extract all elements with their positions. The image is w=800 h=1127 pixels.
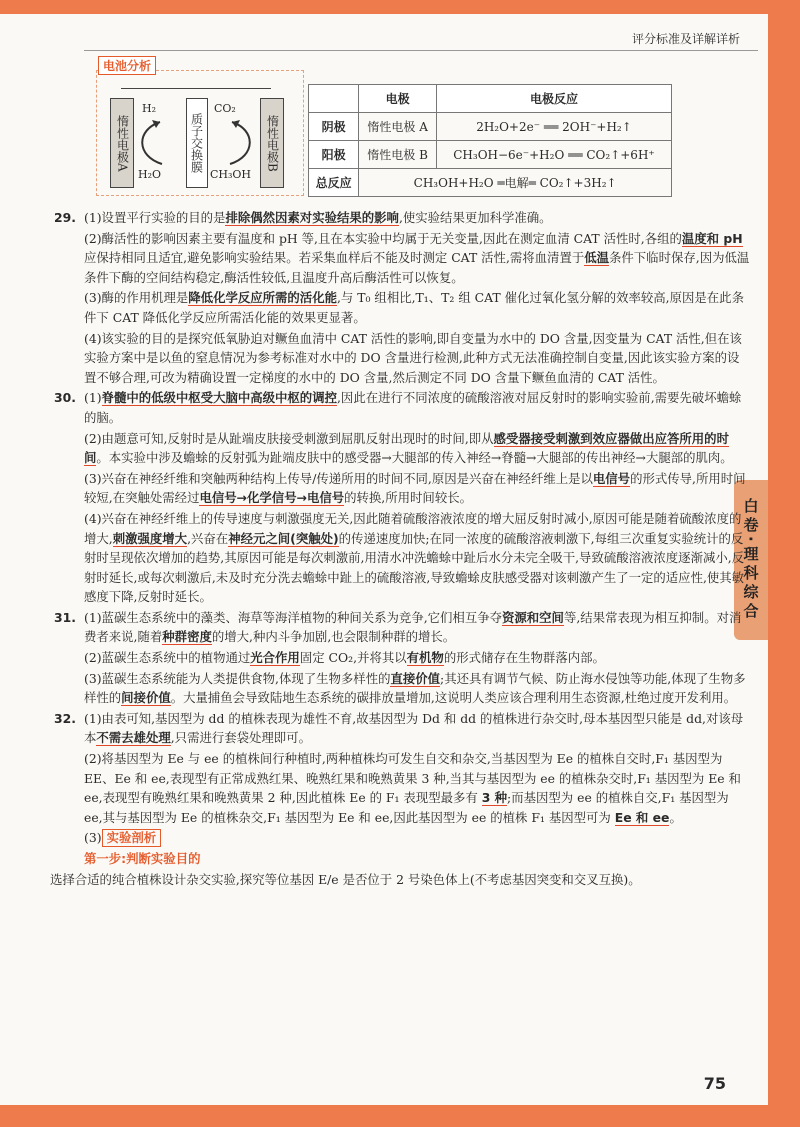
header-divider (84, 50, 758, 51)
table-header: 电极 (359, 85, 437, 113)
question-32 (54, 709, 750, 869)
step-title: 第一步:判断实验目的 (84, 851, 201, 866)
question-31 (54, 608, 750, 708)
ch3oh-label: CH₃OH (210, 168, 252, 181)
row-label: 阳极 (309, 141, 359, 169)
paragraph: (1)脊髓中的低级中枢受大脑中高级中枢的调控,因此在进行不同浓度的硫酸溶液对屈反射时的影响实验前,需要先破坏蟾蜍的脑。 (84, 390, 742, 425)
paragraph: (4)兴奋在神经纤维上的传导速度与刺激强度无关,因此随着硫酸溶液浓度的增大屈反射时减小,原因可能是随着硫酸浓度的增大,刺激强度增大,兴奋在神经元之间(突触处)的传递速度加快;在同一浓度的硫酸溶液刺激下,每组三次重复实验统计的反射时呈现依次增加的趋势,其原因可能是每次刺激前,用清水冲洗蟾蜍中趾后水分未完全吸干,导致硫酸溶液浓度逐渐减小,反射时延长,或每次刺激后,未及时充分洗去蟾蜍中趾上的硫酸溶液,导致蟾蜍皮肤感受器对该刺激产生了一定的适应性,使其敏感度下降,反射时延长。 (84, 510, 745, 605)
question-30 (54, 388, 750, 607)
paragraph: (2)蓝碳生态系统中的植物通过光合作用固定 CO₂,并将其以有机物的形式储存在生物群落内部。 (84, 650, 605, 666)
bottom-color-band (0, 1105, 800, 1127)
paragraph: (3)酶的作用机理是降低化学反应所需的活化能,与 T₀ 组相比,T₁、T₂ 组 CAT 催化过氧化氢分解的效率较高,原因是在此条件下 CAT 降低化学反应所需活化能的效果更显著。 (84, 290, 744, 325)
paragraph: (1)蓝碳生态系统中的藻类、海草等海洋植物的种间关系为竞争,它们相互争夺资源和空间等,结果常表现为相互抑制。对消费者来说,随着种群密度的增大,种内斗争加剧,也会限制种群的增长。 (84, 609, 742, 645)
answer-content (50, 208, 750, 890)
page-header-title: 评分标准及详解详析 (631, 32, 740, 46)
row-electrode: 惰性电极 B (359, 141, 437, 169)
row-reaction: CH₃OH−6e⁻+H₂O ══ CO₂↑+6H⁺ (436, 141, 671, 169)
key-point: 有机物 (406, 650, 444, 666)
key-point: Ee 和 ee (614, 809, 670, 825)
key-point: 排除偶然因素对实验结果的影响 (225, 210, 399, 225)
row-reaction: 2H₂O+2e⁻ ══ 2OH⁻+H₂↑ (436, 113, 671, 141)
question-number: 31. (54, 609, 76, 625)
side-color-stripe (768, 0, 800, 1127)
key-point: 脊髓中的低级中枢受大脑中高级中枢的调控 (101, 390, 337, 406)
page-number: 75 (703, 1074, 726, 1093)
question-number: 29. (54, 210, 76, 225)
electrode-a: 惰性电极A (110, 98, 134, 188)
table-row (309, 169, 672, 197)
electrode-reaction-table (308, 84, 672, 197)
row-label: 总反应 (309, 169, 359, 197)
right-arrow-icon (206, 116, 260, 168)
key-point: 种群密度 (162, 629, 212, 645)
key-point: 不需去雄处理 (96, 730, 171, 746)
key-point: 直接价值 (390, 670, 441, 686)
table-header (309, 85, 359, 113)
key-point: 间接价值 (121, 690, 171, 706)
h2o-label: H₂O (138, 168, 162, 181)
row-reaction: CH₃OH+H₂O ═电解═ CO₂↑+3H₂↑ (359, 169, 672, 197)
paragraph: (1)设置平行实验的目的是排除偶然因素对实验结果的影响,使实验结果更加科学准确。 (84, 210, 552, 225)
left-arrow-icon (132, 116, 186, 168)
co2-label: CO₂ (214, 102, 236, 115)
question-number: 30. (54, 390, 76, 406)
battery-analysis-title: 电池分析 (98, 56, 156, 75)
table-row (309, 113, 672, 141)
key-point: 3 种 (481, 790, 508, 806)
paragraph: (2)将基因型为 Ee 与 ee 的植株间行种植时,两种植株均可发生自交和杂交,当基因型为 Ee 的植株自交时,F₁ 基因型为 EE、Ee 和 ee,表现型有正常成熟红果、晚熟红果和晚熟黄果 3 种,当其与基因型为 ee 的植株杂交时,F₁ 基因型为 Ee 和 ee,表现型有晚熟红果和晚熟黄果 2 种,因此植株 Ee 的 F₁ 表现型最多有 3 种;而基因型为 ee 的植株自交,F₁ 基因型为 ee,其与基因型为 Ee 的植株杂交,F₁ 基因型为 Ee 和 ee,因此基因型为 ee 的植株 F₁ 基因型可为 Ee 和 ee。 (84, 751, 741, 825)
experiment-analysis-tag: 实验剖析 (102, 829, 162, 847)
paragraph: (4)该实验的目的是探究低氧胁迫对鳜鱼血清中 CAT 活性的影响,即自变量为水中的 DO 含量,因变量为 CAT 活性,但在该实验方案中是以鱼的窒息情况为参考标准对水中的 DO 含量进行检测,此种方式无法准确控制自变量,因此该实验方案的设置不够合理,可改为精确设置一定梯度的水中的 DO 含量,然后测定不同 DO 含量下鳜鱼血清的 CAT 活性。 (84, 330, 742, 385)
row-label: 阴极 (309, 113, 359, 141)
table-row (309, 141, 672, 169)
key-point: 刺激强度增大 (112, 530, 188, 546)
key-point: 感受器接受刺激到效应器做出应答所用的时间 (84, 430, 729, 466)
paragraph: (1)由表可知,基因型为 dd 的植株表现为雄性不育,故基因型为 Dd 和 dd 的植株进行杂交时,母本基因型只能是 dd,对该母本不需去雄处理,只需进行套袋处理即可。 (84, 710, 744, 746)
paragraph: 选择合适的纯合植株设计杂交实验,探究等位基因 E/e 是否位于 2 号染色体上(不考虑基因突变和交叉互换)。 (50, 871, 641, 887)
paragraph: (2)酶活性的影响因素主要有温度和 pH 等,且在本实验中均属于无关变量,因此在测定血清 CAT 活性时,各组的温度和 pH 应保持相同且适宜,避免影响实验结果。若采集血样后不能及时测定 CAT 活性,需将血清置于低温条件下临时保存,因为低温条件下酶的空间结构稳定,酶活性较低,且温度升高后酶活性可以恢复。 (84, 230, 750, 285)
electrode-b: 惰性电极B (260, 98, 284, 188)
key-point: 电信号 (592, 470, 631, 486)
paragraph: (3)蓝碳生态系统能为人类提供食物,体现了生物多样性的直接价值;其还具有调节气候、防止海水侵蚀等功能,体现了生物多样性的间接价值。大量捕鱼会导致陆地生态系统的碳排放量增加,这说明人类应该合理利用生态资源,杜绝过度开发利用。 (84, 670, 746, 706)
circuit-wire (121, 88, 271, 89)
row-electrode: 惰性电极 A (359, 113, 437, 141)
h2-label: H₂ (142, 102, 157, 115)
question-29 (54, 208, 750, 387)
key-point: 光合作用 (250, 650, 300, 666)
key-point: 电信号→化学信号→电信号 (199, 490, 345, 506)
side-section-tab: 白卷·理科综合 (734, 480, 768, 640)
key-point: 降低化学反应所需的活化能 (188, 290, 337, 306)
key-point: 资源和空间 (502, 609, 564, 625)
question-number: 32. (54, 710, 76, 726)
paragraph: (3) 实验剖析 (84, 828, 750, 848)
battery-diagram (110, 98, 282, 186)
key-point: 低温 (584, 250, 610, 266)
paragraph: (3)兴奋在神经纤维和突触两种结构上传导/传递所用的时间不同,原因是兴奋在神经纤维上是以电信号的形式传导,所用时间较短,在突触处需经过电信号→化学信号→电信号的转换,所用时间较长。 (84, 470, 746, 506)
paragraph: (2)由题意可知,反射时是从趾端皮肤接受刺激到屈肌反射出现时的时间,即从感受器接受刺激到效应器做出应答所用的时间。本实验中涉及蟾蜍的反射弧为趾端皮肤中的感受器→大腿部的传入神经→脊髓→大腿部的传出神经→大腿部的肌肉。 (84, 430, 733, 466)
table-header: 电极反应 (436, 85, 671, 113)
proton-exchange-membrane: 质子交换膜 (186, 98, 208, 188)
key-point: 温度和 pH (681, 230, 743, 246)
key-point: 神经元之间(突触处) (228, 530, 339, 546)
top-color-band (0, 0, 800, 14)
